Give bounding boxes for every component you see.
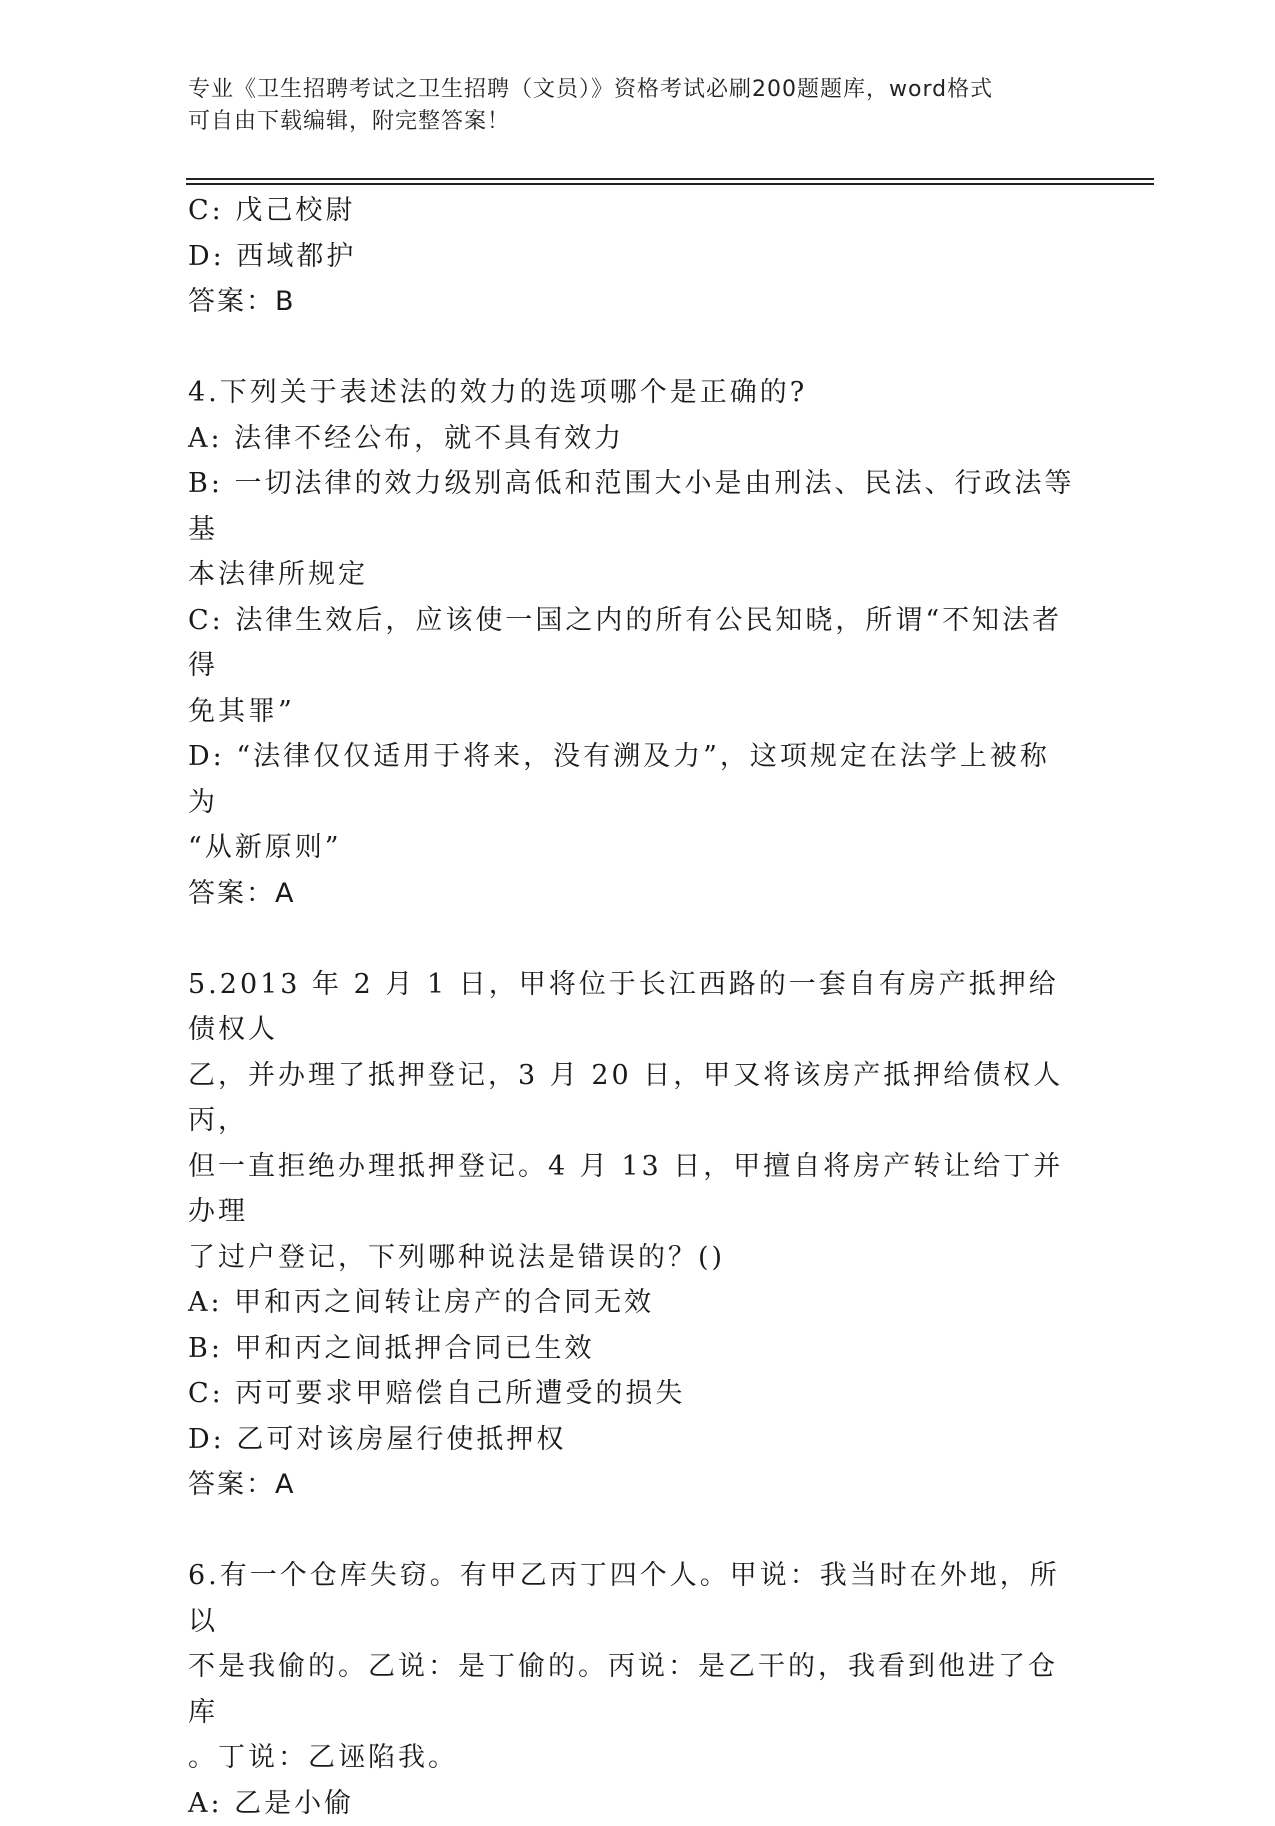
question-content bbox=[188, 188, 1078, 1826]
question-4 bbox=[188, 370, 1078, 916]
page-header bbox=[188, 74, 1088, 138]
option-a: A: 法律不经公布，就不具有效力 bbox=[188, 416, 1078, 462]
question-3-tail bbox=[188, 188, 1078, 325]
header-divider-bottom bbox=[186, 183, 1154, 185]
spacer bbox=[188, 1508, 1078, 1554]
option-c: C: 戊己校尉 bbox=[188, 188, 1078, 234]
spacer bbox=[188, 916, 1078, 962]
option-c: C: 法律生效后，应该使一国之内的所有公民知晓，所谓“不知法者得 bbox=[188, 598, 1078, 689]
option-c: C: 丙可要求甲赔偿自己所遭受的损失 bbox=[188, 1371, 1078, 1417]
option-b: B: 甲和丙之间抵押合同已生效 bbox=[188, 1326, 1078, 1372]
header-divider-top bbox=[186, 178, 1154, 180]
question-stem-continued: 。丁说：乙诬陷我。 bbox=[188, 1735, 1078, 1781]
option-d: D: “法律仅仅适用于将来，没有溯及力”，这项规定在法学上被称为 bbox=[188, 734, 1078, 825]
answer: 答案：A bbox=[188, 1462, 1078, 1508]
header-title-line-1: 专业《卫生招聘考试之卫生招聘（文员）》资格考试必刷200题题库，word格式 bbox=[188, 74, 1088, 106]
question-5 bbox=[188, 962, 1078, 1508]
option-a: A: 甲和丙之间转让房产的合同无效 bbox=[188, 1280, 1078, 1326]
option-d: D: 乙可对该房屋行使抵押权 bbox=[188, 1417, 1078, 1463]
option-b: B: 一切法律的效力级别高低和范围大小是由刑法、民法、行政法等基 bbox=[188, 461, 1078, 552]
option-a: A: 乙是小偷 bbox=[188, 1781, 1078, 1826]
option-d-continued: “从新原则” bbox=[188, 825, 1078, 871]
answer: 答案：B bbox=[188, 279, 1078, 325]
question-stem: 4.下列关于表述法的效力的选项哪个是正确的? bbox=[188, 370, 1078, 416]
header-title-line-2: 可自由下载编辑，附完整答案！ bbox=[188, 106, 1088, 138]
spacer bbox=[188, 325, 1078, 371]
question-stem-continued: 不是我偷的。乙说：是丁偷的。丙说：是乙干的，我看到他进了仓库 bbox=[188, 1644, 1078, 1735]
question-stem: 6.有一个仓库失窃。有甲乙丙丁四个人。甲说：我当时在外地，所以 bbox=[188, 1553, 1078, 1644]
option-c-continued: 免其罪” bbox=[188, 689, 1078, 735]
question-6 bbox=[188, 1553, 1078, 1826]
answer: 答案：A bbox=[188, 871, 1078, 917]
question-stem: 5.2013 年 2 月 1 日，甲将位于长江西路的一套自有房产抵押给债权人 bbox=[188, 962, 1078, 1053]
question-stem-continued: 了过户登记，下列哪种说法是错误的？() bbox=[188, 1235, 1078, 1281]
question-stem-continued: 但一直拒绝办理抵押登记。4 月 13 日，甲擅自将房产转让给丁并办理 bbox=[188, 1144, 1078, 1235]
question-stem-continued: 乙，并办理了抵押登记，3 月 20 日，甲又将该房产抵押给债权人丙， bbox=[188, 1053, 1078, 1144]
option-d: D: 西域都护 bbox=[188, 234, 1078, 280]
option-b-continued: 本法律所规定 bbox=[188, 552, 1078, 598]
